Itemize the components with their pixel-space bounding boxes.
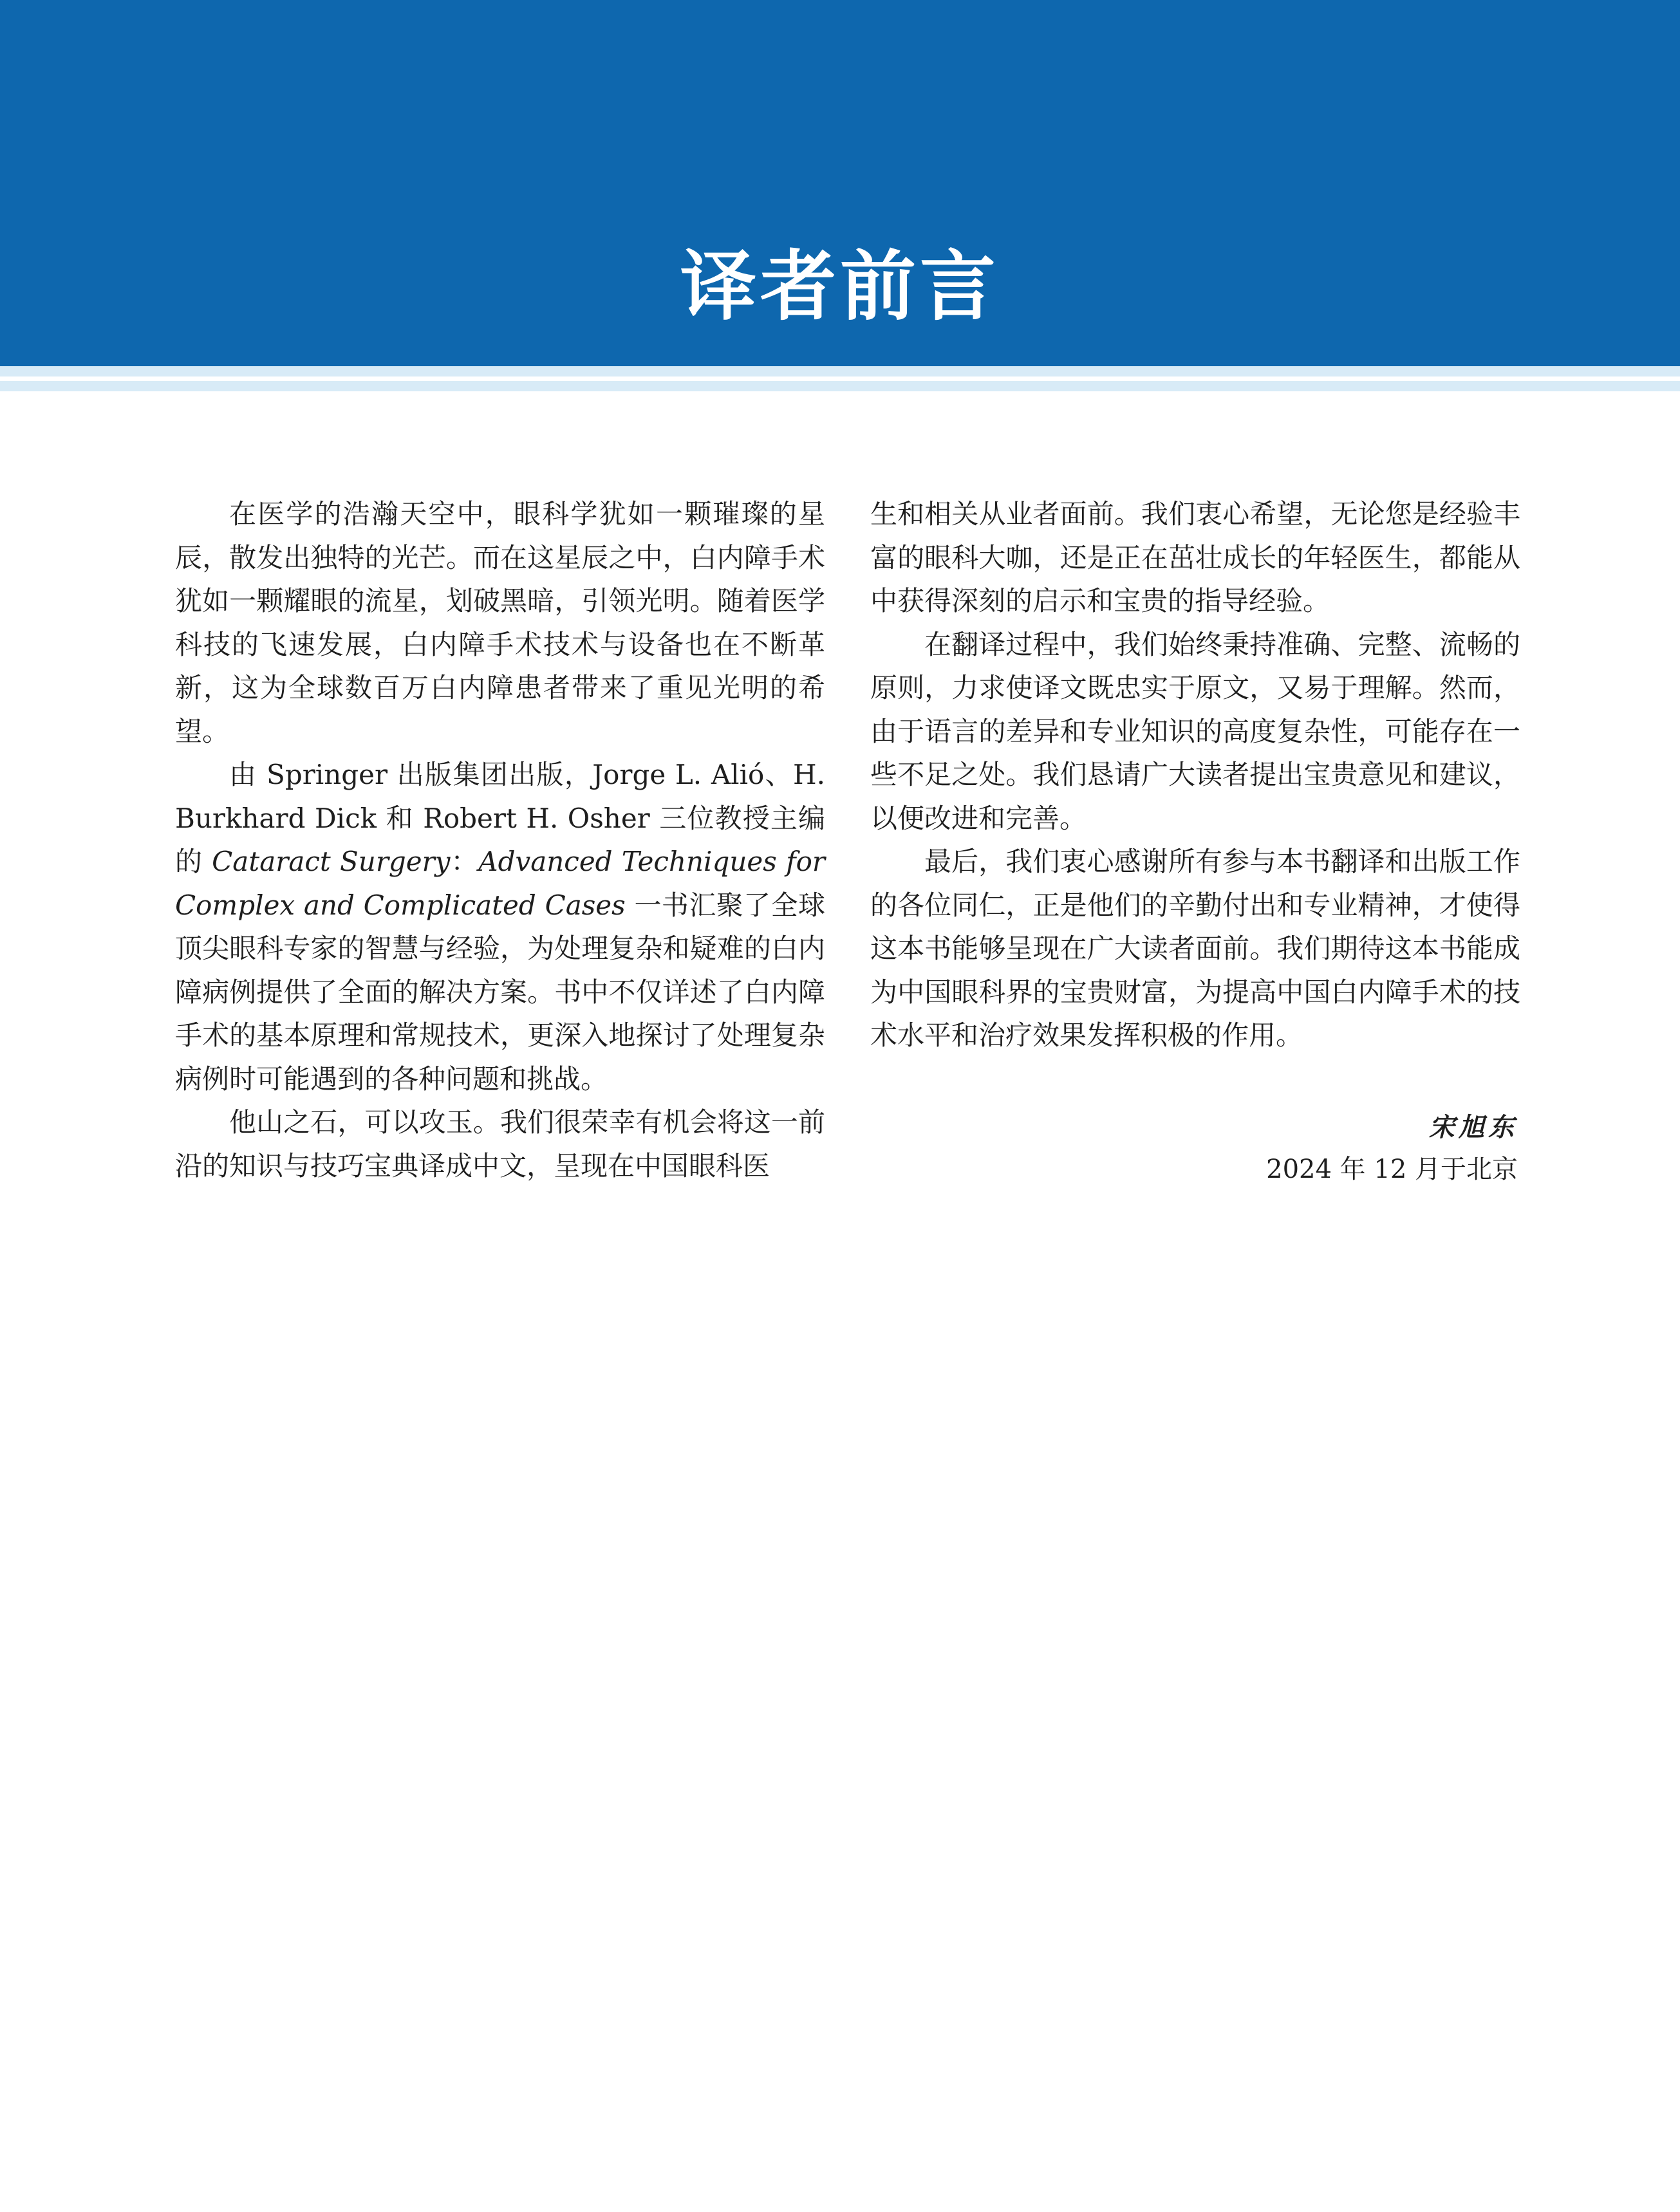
header-stripe-lower: [0, 381, 1680, 391]
book-description-text: 一书汇聚了全球顶尖眼科专家的智慧与经验，为处理复杂和疑难的白内障病例提供了全面的解决方案。书中不仅详述了白内障手术的基本原理和常规技术，更深入地探讨了处理复杂病例时可能遇到的各种问题和挑战。: [175, 889, 825, 1095]
page-title: 译者前言: [680, 241, 1000, 331]
paragraph-translation-principles: 在翻译过程中，我们始终秉持准确、完整、流畅的原则，力求使译文既忠实于原文，又易于理解。然而，由于语言的差异和专业知识的高度复杂性，可能存在一些不足之处。我们恳请广大读者提出宝贵意见和建议，以便改进和完善。: [870, 628, 1520, 834]
paragraph-intro: 在医学的浩瀚天空中，眼科学犹如一颗璀璨的星辰，散发出独特的光芒。而在这星辰之中，白内障手术犹如一颗耀眼的流星，划破黑暗，引领光明。随着医学科技的飞速发展，白内障手术技术与设备也在不断革新，这为全球数百万白内障患者带来了重见光明的希望。: [175, 498, 825, 747]
book-title-subtitle: Advanced Techniques for Complex and Complicated Cases: [175, 846, 825, 921]
book-title-colon: ：: [450, 846, 479, 877]
left-column: [175, 492, 825, 1187]
paragraph-translation-start: 他山之石，可以攻玉。我们很荣幸有机会将这一前沿的知识与技巧宝典译成中文，呈现在中国眼科医: [175, 1106, 825, 1182]
translator-signature: 宋旭东: [1429, 1112, 1518, 1142]
signature-date: 2024 年 12 月于北京: [1266, 1155, 1518, 1184]
right-column: [870, 492, 1520, 1057]
paragraph-book-info: [175, 753, 825, 1101]
book-title-main: Cataract Surgery: [212, 846, 451, 877]
header-stripe-upper: [0, 366, 1680, 376]
paragraph-acknowledgements: 最后，我们衷心感谢所有参与本书翻译和出版工作的各位同仁，正是他们的辛勤付出和专业精神，才使得这本书能够呈现在广大读者面前。我们期待这本书能成为中国眼科界的宝贵财富，为提高中国白内障手术的技术水平和治疗效果发挥积极的作用。: [870, 846, 1520, 1051]
book-intro-text: 由 Springer 出版集团出版，Jorge L. Alió、H. Burkhard Dick 和 Robert H. Osher 三位教授主编的: [175, 759, 825, 877]
paragraph-translation-cont: 生和相关从业者面前。我们衷心希望，无论您是经验丰富的眼科大咖，还是正在茁壮成长的年轻医生，都能从中获得深刻的启示和宝贵的指导经验。: [870, 498, 1520, 617]
